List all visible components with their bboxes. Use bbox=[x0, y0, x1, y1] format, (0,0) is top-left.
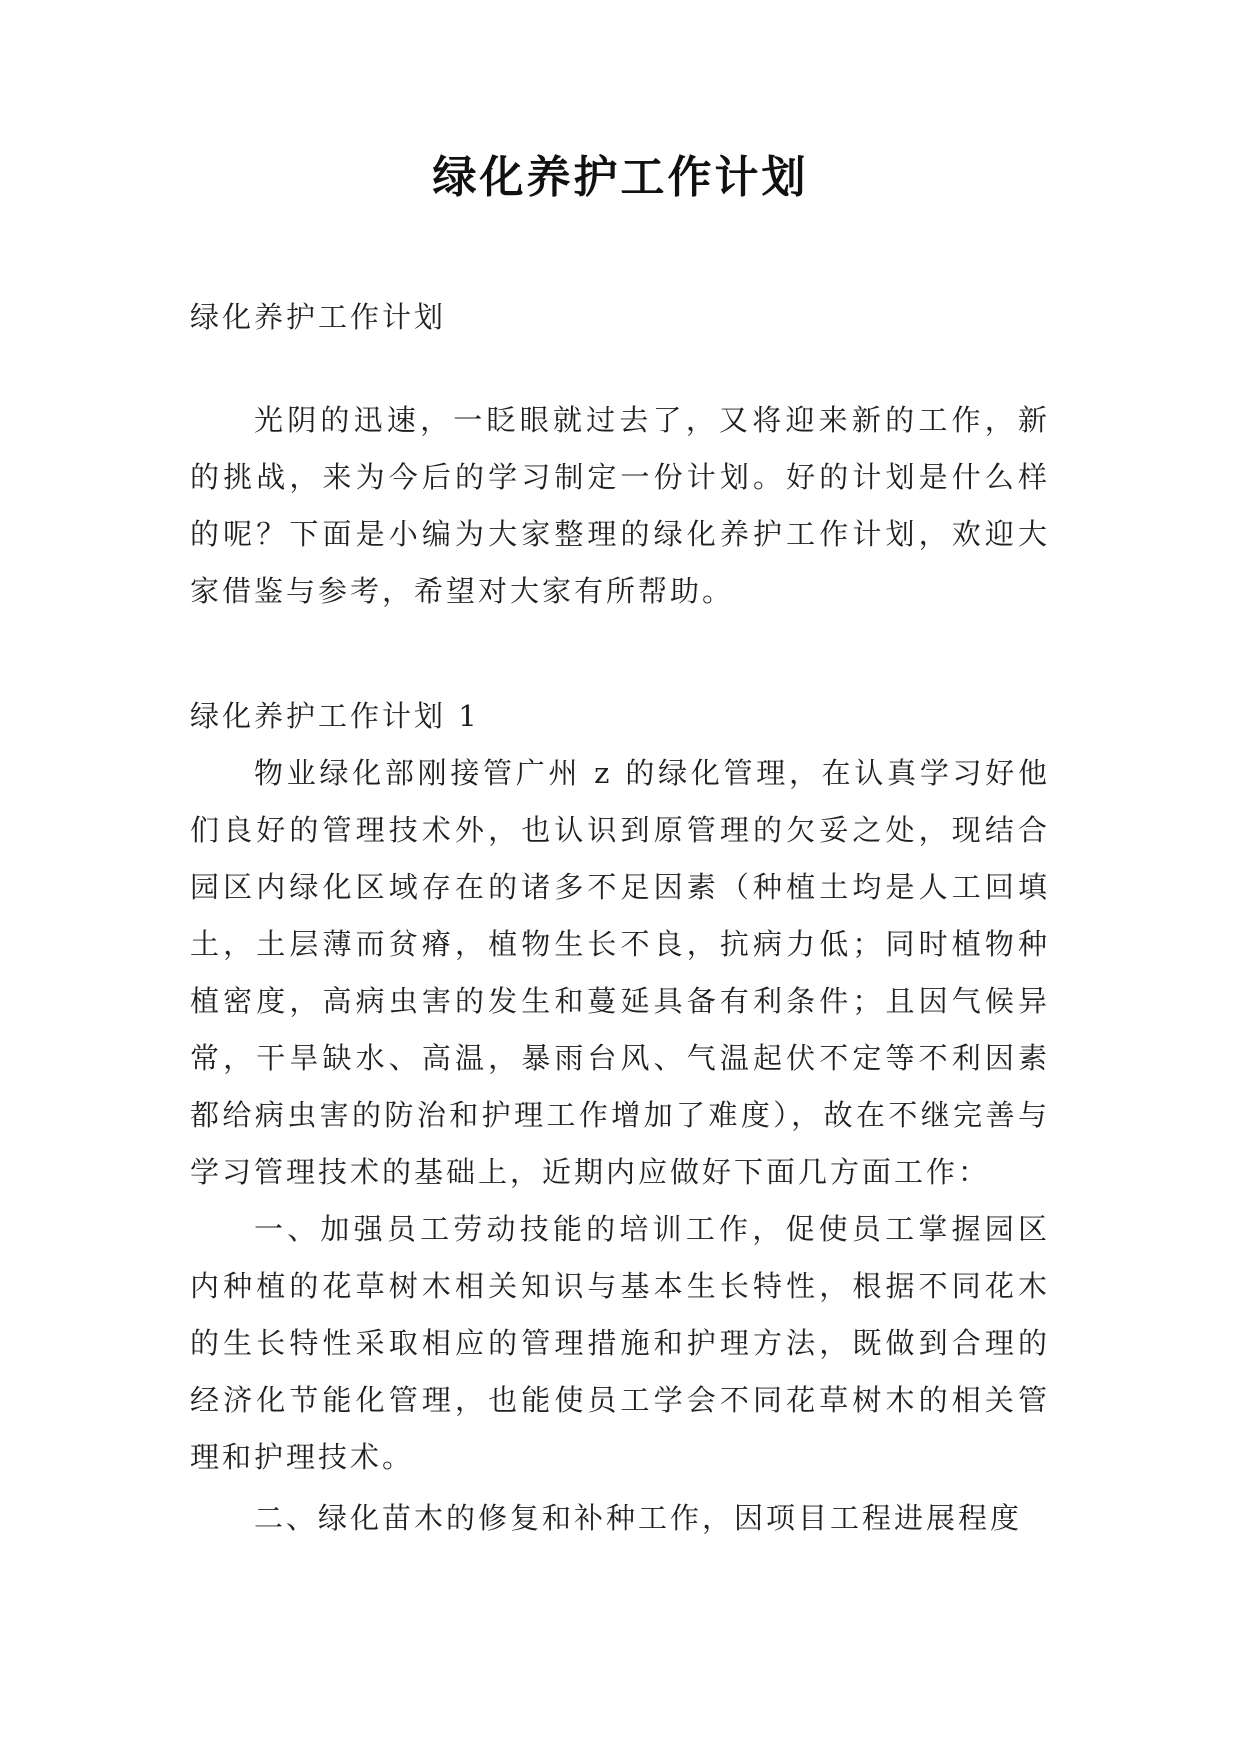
document-subtitle: 绿化养护工作计划 bbox=[190, 300, 447, 334]
intro-paragraph: 光阴的迅速，一眨眼就过去了，又将迎来新的工作，新的挑战，来为今后的学习制定一份计划。好的计划是什么样的呢？下面是小编为大家整理的绿化养护工作计划，欢迎大家借鉴与参考，希望对大家有所帮助。 bbox=[190, 403, 1050, 608]
document-body bbox=[190, 289, 1050, 1547]
body-paragraph: 二、绿化苗木的修复和补种工作，因项目工程进展程度 bbox=[254, 1501, 1023, 1535]
body-paragraph: 一、加强员工劳动技能的培训工作，促使员工掌握园区内种植的花草树木相关知识与基本生长特性，根据不同花木的生长特性采取相应的管理措施和护理方法，既做到合理的经济化节能化管理，也能使员工学会不同花草树木的相关管理和护理技术。 bbox=[190, 1212, 1050, 1474]
section-heading: 绿化养护工作计划 1 bbox=[190, 699, 480, 733]
body-paragraph: 物业绿化部刚接管广州 z 的绿化管理，在认真学习好他们良好的管理技术外，也认识到原管理的欠妥之处，现结合园区内绿化区域存在的诸多不足因素（种植土均是人工回填土，土层薄而贫瘠，植物生长不良，抗病力低；同时植物种植密度，高病虫害的发生和蔓延具备有利条件；且因气候异常，干旱缺水、高温，暴雨台风、气温起伏不定等不利因素都给病虫害的防治和护理工作增加了难度），故在不继完善与学习管理技术的基础上，近期内应做好下面几方面工作： bbox=[190, 756, 1050, 1189]
document-title: 绿化养护工作计划 bbox=[432, 152, 809, 203]
